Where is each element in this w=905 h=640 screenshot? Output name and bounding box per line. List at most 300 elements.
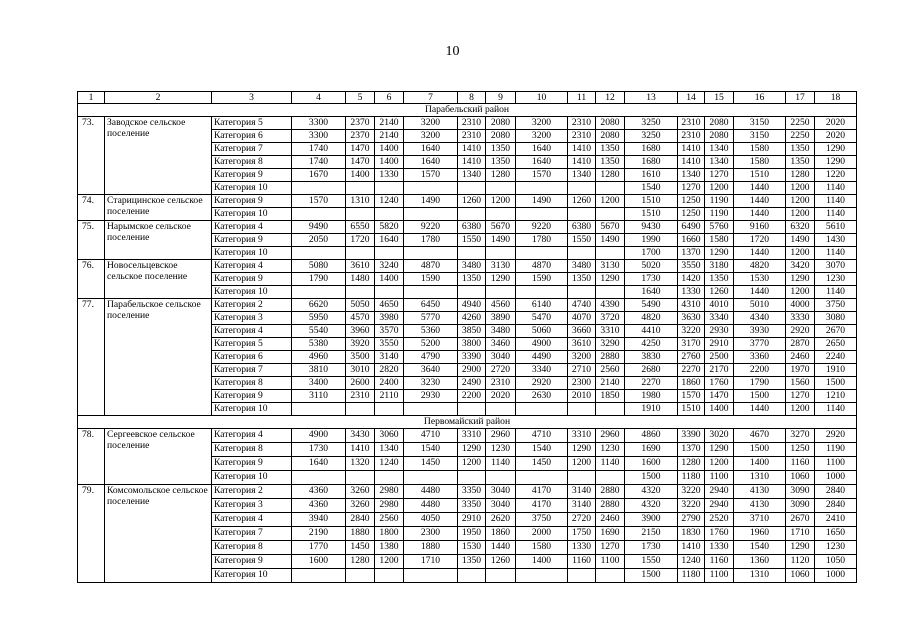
value-cell: 1140 — [815, 195, 857, 208]
value-cell — [346, 569, 375, 583]
value-cell — [568, 208, 596, 221]
value-cell: 1410 — [458, 156, 486, 169]
value-cell — [568, 286, 596, 299]
value-cell: 1700 — [625, 247, 678, 260]
value-cell: 1510 — [678, 403, 705, 416]
value-cell — [375, 247, 404, 260]
value-cell: 1470 — [346, 156, 375, 169]
value-cell: 2870 — [786, 338, 815, 351]
value-cell: 2560 — [375, 513, 404, 527]
value-cell — [458, 286, 486, 299]
table-row — [78, 260, 857, 273]
column-number-cell: 2 — [105, 92, 212, 104]
value-cell: 1290 — [786, 541, 815, 555]
entry-number: 76. — [78, 260, 105, 299]
value-cell: 1370 — [678, 443, 705, 457]
table-row — [78, 429, 857, 443]
value-cell: 4710 — [516, 429, 568, 443]
value-cell: 4010 — [705, 299, 734, 312]
category-cell: Категория 8 — [212, 443, 292, 457]
value-cell — [375, 569, 404, 583]
value-cell: 3150 — [734, 130, 786, 143]
value-cell: 3070 — [815, 260, 857, 273]
value-cell — [568, 247, 596, 260]
value-cell: 1410 — [678, 541, 705, 555]
value-cell: 2310 — [458, 117, 486, 130]
value-cell: 2500 — [705, 351, 734, 364]
value-cell: 3300 — [292, 130, 346, 143]
value-cell — [516, 182, 568, 195]
value-cell — [292, 286, 346, 299]
value-cell: 2370 — [346, 130, 375, 143]
value-cell: 1250 — [786, 443, 815, 457]
value-cell: 1500 — [734, 443, 786, 457]
category-cell: Категория 7 — [212, 527, 292, 541]
value-cell: 1490 — [404, 195, 458, 208]
value-cell: 3310 — [458, 429, 486, 443]
value-cell: 1140 — [815, 208, 857, 221]
value-cell: 2310 — [568, 117, 596, 130]
table-row — [78, 485, 857, 499]
value-cell: 3810 — [292, 364, 346, 377]
value-cell: 3200 — [516, 117, 568, 130]
value-cell: 3200 — [404, 117, 458, 130]
value-cell: 1330 — [678, 286, 705, 299]
value-cell: 1530 — [734, 273, 786, 286]
value-cell: 1560 — [786, 377, 815, 390]
value-cell: 4940 — [458, 299, 486, 312]
value-cell: 1190 — [705, 195, 734, 208]
value-cell: 2250 — [786, 117, 815, 130]
value-cell: 3980 — [375, 312, 404, 325]
value-cell: 2140 — [375, 117, 404, 130]
value-cell: 3200 — [568, 351, 596, 364]
value-cell: 1280 — [486, 169, 516, 182]
value-cell: 1280 — [596, 169, 625, 182]
category-cell: Категория 7 — [212, 364, 292, 377]
value-cell — [486, 403, 516, 416]
value-cell: 1000 — [815, 471, 857, 485]
value-cell: 1180 — [678, 471, 705, 485]
value-cell: 1470 — [346, 143, 375, 156]
value-cell: 3930 — [734, 325, 786, 338]
value-cell: 1790 — [292, 273, 346, 286]
value-cell — [375, 403, 404, 416]
table-row — [78, 195, 857, 208]
value-cell: 4250 — [625, 338, 678, 351]
value-cell: 3640 — [404, 364, 458, 377]
value-cell: 2080 — [596, 130, 625, 143]
value-cell: 3040 — [486, 499, 516, 513]
value-cell: 2140 — [596, 377, 625, 390]
value-cell: 1780 — [516, 234, 568, 247]
value-cell: 2080 — [705, 117, 734, 130]
value-cell: 4340 — [734, 312, 786, 325]
value-cell: 3270 — [786, 429, 815, 443]
settlement-name: Новосельцевское сельское поселение — [105, 260, 212, 299]
value-cell: 1490 — [596, 234, 625, 247]
category-cell: Категория 4 — [212, 260, 292, 273]
value-cell: 1280 — [678, 457, 705, 471]
entry-number: 79. — [78, 485, 105, 583]
value-cell: 2310 — [346, 390, 375, 403]
value-cell: 1340 — [375, 443, 404, 457]
value-cell: 1640 — [625, 286, 678, 299]
value-cell — [596, 471, 625, 485]
category-cell: Категория 3 — [212, 499, 292, 513]
column-number-cell: 9 — [486, 92, 516, 104]
value-cell: 1240 — [375, 195, 404, 208]
value-cell: 1400 — [375, 143, 404, 156]
value-cell: 2250 — [786, 130, 815, 143]
value-cell: 1540 — [404, 443, 458, 457]
value-cell: 4710 — [404, 429, 458, 443]
value-cell: 1570 — [516, 169, 568, 182]
value-cell: 2840 — [815, 485, 857, 499]
value-cell: 2080 — [596, 117, 625, 130]
value-cell: 1640 — [516, 143, 568, 156]
value-cell: 3900 — [625, 513, 678, 527]
value-cell: 1050 — [815, 555, 857, 569]
value-cell — [346, 471, 375, 485]
value-cell: 1400 — [375, 156, 404, 169]
value-cell: 4670 — [734, 429, 786, 443]
value-cell: 1500 — [625, 569, 678, 583]
value-cell: 1450 — [404, 457, 458, 471]
value-cell: 5760 — [705, 221, 734, 234]
value-cell: 5060 — [516, 325, 568, 338]
value-cell: 3330 — [786, 312, 815, 325]
value-cell: 3850 — [458, 325, 486, 338]
value-cell: 1350 — [486, 143, 516, 156]
value-cell: 2200 — [458, 390, 486, 403]
value-cell — [596, 569, 625, 583]
value-cell: 1640 — [404, 143, 458, 156]
value-cell: 2200 — [734, 364, 786, 377]
district-name: Парабельский район — [78, 104, 857, 117]
value-cell: 3220 — [678, 485, 705, 499]
value-cell: 1290 — [786, 273, 815, 286]
category-cell: Категория 5 — [212, 338, 292, 351]
value-cell: 4480 — [404, 499, 458, 513]
value-cell: 2630 — [516, 390, 568, 403]
column-number-cell: 10 — [516, 92, 568, 104]
value-cell: 2650 — [815, 338, 857, 351]
value-cell: 1400 — [346, 169, 375, 182]
category-cell: Категория 6 — [212, 351, 292, 364]
value-cell: 1140 — [486, 457, 516, 471]
value-cell: 4490 — [516, 351, 568, 364]
value-cell: 2760 — [678, 351, 705, 364]
category-cell: Категория 10 — [212, 403, 292, 416]
value-cell: 1410 — [678, 156, 705, 169]
value-cell: 3750 — [516, 513, 568, 527]
value-cell: 4050 — [404, 513, 458, 527]
value-cell: 1440 — [734, 403, 786, 416]
district-name: Первомайский район — [78, 416, 857, 429]
value-cell: 4170 — [516, 499, 568, 513]
value-cell: 1500 — [625, 471, 678, 485]
value-cell: 1230 — [596, 443, 625, 457]
value-cell: 1140 — [815, 182, 857, 195]
value-cell: 2460 — [596, 513, 625, 527]
value-cell — [596, 403, 625, 416]
value-cell: 1260 — [458, 195, 486, 208]
value-cell — [516, 208, 568, 221]
value-cell: 1950 — [458, 527, 486, 541]
column-number-cell: 4 — [292, 92, 346, 104]
value-cell — [375, 182, 404, 195]
value-cell: 1990 — [625, 234, 678, 247]
value-cell: 1200 — [786, 403, 815, 416]
value-cell: 1370 — [678, 247, 705, 260]
value-cell: 1640 — [404, 156, 458, 169]
value-cell: 1980 — [625, 390, 678, 403]
value-cell: 1380 — [375, 541, 404, 555]
value-cell: 2020 — [815, 117, 857, 130]
column-number-cell: 17 — [786, 92, 815, 104]
value-cell: 2170 — [705, 364, 734, 377]
value-cell: 1160 — [786, 457, 815, 471]
value-cell: 1220 — [815, 169, 857, 182]
value-cell: 3890 — [486, 312, 516, 325]
value-cell: 1140 — [596, 457, 625, 471]
value-cell: 1590 — [404, 273, 458, 286]
value-cell: 2620 — [486, 513, 516, 527]
entry-number: 78. — [78, 429, 105, 485]
value-cell — [486, 182, 516, 195]
category-cell: Категория 4 — [212, 325, 292, 338]
value-cell: 2310 — [678, 117, 705, 130]
value-cell: 1350 — [486, 156, 516, 169]
value-cell: 1250 — [678, 208, 705, 221]
value-cell: 2820 — [375, 364, 404, 377]
value-cell: 5950 — [292, 312, 346, 325]
category-cell: Категория 2 — [212, 485, 292, 499]
value-cell: 2920 — [815, 429, 857, 443]
value-cell: 1640 — [516, 156, 568, 169]
value-cell: 1290 — [815, 143, 857, 156]
value-cell: 1280 — [786, 169, 815, 182]
value-cell: 2600 — [346, 377, 375, 390]
value-cell — [375, 286, 404, 299]
value-cell: 2910 — [705, 338, 734, 351]
value-cell: 3200 — [516, 130, 568, 143]
value-cell: 3570 — [375, 325, 404, 338]
value-cell — [292, 182, 346, 195]
value-cell: 1880 — [346, 527, 375, 541]
column-number-cell: 18 — [815, 92, 857, 104]
value-cell: 3040 — [486, 351, 516, 364]
value-cell: 1450 — [346, 541, 375, 555]
value-cell: 1410 — [568, 143, 596, 156]
entry-number: 74. — [78, 195, 105, 221]
value-cell: 2940 — [705, 499, 734, 513]
value-cell: 2310 — [678, 130, 705, 143]
value-cell: 1200 — [786, 182, 815, 195]
value-cell: 2270 — [625, 377, 678, 390]
value-cell: 1000 — [815, 569, 857, 583]
value-cell: 2150 — [625, 527, 678, 541]
value-cell: 4900 — [516, 338, 568, 351]
value-cell: 5770 — [404, 312, 458, 325]
value-cell: 5670 — [596, 221, 625, 234]
value-cell: 1690 — [625, 443, 678, 457]
value-cell: 6140 — [516, 299, 568, 312]
table-row — [78, 299, 857, 312]
value-cell: 3310 — [596, 325, 625, 338]
value-cell: 4900 — [292, 429, 346, 443]
value-cell: 1310 — [346, 195, 375, 208]
value-cell: 1290 — [705, 247, 734, 260]
value-cell: 3170 — [678, 338, 705, 351]
value-cell: 1740 — [292, 143, 346, 156]
value-cell: 2460 — [786, 351, 815, 364]
value-cell: 5540 — [292, 325, 346, 338]
value-cell: 1290 — [596, 273, 625, 286]
value-cell — [292, 569, 346, 583]
value-cell — [292, 403, 346, 416]
column-number-cell: 8 — [458, 92, 486, 104]
value-cell: 1400 — [375, 273, 404, 286]
value-cell: 1850 — [596, 390, 625, 403]
value-cell: 1200 — [786, 247, 815, 260]
value-cell: 3140 — [375, 351, 404, 364]
value-cell: 2520 — [705, 513, 734, 527]
value-cell — [568, 471, 596, 485]
value-cell: 2710 — [568, 364, 596, 377]
value-cell: 3220 — [678, 325, 705, 338]
value-cell: 9220 — [516, 221, 568, 234]
category-cell: Категория 10 — [212, 247, 292, 260]
value-cell: 1290 — [486, 273, 516, 286]
value-cell: 3770 — [734, 338, 786, 351]
value-cell — [458, 247, 486, 260]
value-cell: 1770 — [292, 541, 346, 555]
value-cell — [292, 208, 346, 221]
value-cell: 3260 — [346, 485, 375, 499]
value-cell: 1400 — [705, 403, 734, 416]
value-cell: 1550 — [625, 555, 678, 569]
value-cell: 1640 — [292, 457, 346, 471]
value-cell: 2670 — [815, 325, 857, 338]
value-cell: 2190 — [292, 527, 346, 541]
value-cell: 1100 — [596, 555, 625, 569]
value-cell: 1650 — [815, 527, 857, 541]
entry-number: 77. — [78, 299, 105, 416]
value-cell: 1200 — [596, 195, 625, 208]
value-cell: 1260 — [486, 555, 516, 569]
value-cell: 3220 — [678, 499, 705, 513]
value-cell: 1180 — [678, 569, 705, 583]
tariff-table — [77, 91, 857, 583]
value-cell: 5670 — [486, 221, 516, 234]
value-cell — [292, 247, 346, 260]
value-cell — [346, 286, 375, 299]
category-cell: Категория 2 — [212, 299, 292, 312]
value-cell: 1200 — [786, 208, 815, 221]
value-cell: 1430 — [815, 234, 857, 247]
category-cell: Категория 8 — [212, 541, 292, 555]
value-cell: 3090 — [786, 485, 815, 499]
value-cell: 4480 — [404, 485, 458, 499]
value-cell: 1490 — [516, 195, 568, 208]
value-cell — [516, 247, 568, 260]
value-cell: 1340 — [705, 156, 734, 169]
category-cell: Категория 8 — [212, 156, 292, 169]
value-cell: 4070 — [568, 312, 596, 325]
value-cell: 2110 — [375, 390, 404, 403]
column-number-cell: 6 — [375, 92, 404, 104]
value-cell: 4820 — [734, 260, 786, 273]
value-cell: 1670 — [292, 169, 346, 182]
value-cell: 1230 — [815, 273, 857, 286]
value-cell: 3350 — [458, 499, 486, 513]
value-cell: 1880 — [404, 541, 458, 555]
value-cell: 1240 — [678, 555, 705, 569]
table-row — [78, 117, 857, 130]
value-cell: 4000 — [786, 299, 815, 312]
value-cell: 3390 — [458, 351, 486, 364]
value-cell: 1580 — [734, 143, 786, 156]
value-cell: 3660 — [568, 325, 596, 338]
value-cell — [292, 471, 346, 485]
value-cell: 3460 — [486, 338, 516, 351]
value-cell: 5820 — [375, 221, 404, 234]
value-cell — [516, 403, 568, 416]
value-cell: 9430 — [625, 221, 678, 234]
value-cell — [458, 208, 486, 221]
value-cell: 1280 — [346, 555, 375, 569]
column-number-cell: 3 — [212, 92, 292, 104]
settlement-name: Комсомольское сельское поселение — [105, 485, 212, 583]
column-number-cell: 12 — [596, 92, 625, 104]
value-cell: 4410 — [625, 325, 678, 338]
value-cell: 1200 — [786, 286, 815, 299]
value-cell: 1060 — [786, 471, 815, 485]
value-cell: 5360 — [404, 325, 458, 338]
value-cell — [404, 208, 458, 221]
value-cell: 4310 — [678, 299, 705, 312]
value-cell: 1490 — [486, 234, 516, 247]
value-cell — [596, 182, 625, 195]
value-cell: 5490 — [625, 299, 678, 312]
category-cell: Категория 9 — [212, 457, 292, 471]
value-cell: 1470 — [705, 390, 734, 403]
value-cell: 1310 — [734, 471, 786, 485]
value-cell: 2050 — [292, 234, 346, 247]
settlement-name: Заводское сельское поселение — [105, 117, 212, 195]
value-cell — [516, 569, 568, 583]
value-cell: 1200 — [568, 457, 596, 471]
value-cell: 3110 — [292, 390, 346, 403]
value-cell: 1260 — [705, 286, 734, 299]
value-cell: 3610 — [568, 338, 596, 351]
value-cell: 4560 — [486, 299, 516, 312]
value-cell: 1200 — [486, 195, 516, 208]
value-cell: 2930 — [705, 325, 734, 338]
value-cell: 1760 — [705, 527, 734, 541]
value-cell: 3500 — [346, 351, 375, 364]
value-cell: 4170 — [516, 485, 568, 499]
value-cell: 1250 — [678, 195, 705, 208]
value-cell: 1320 — [346, 457, 375, 471]
value-cell: 1410 — [458, 143, 486, 156]
value-cell: 3480 — [458, 260, 486, 273]
value-cell: 1590 — [516, 273, 568, 286]
value-cell — [458, 403, 486, 416]
value-cell: 1200 — [705, 457, 734, 471]
